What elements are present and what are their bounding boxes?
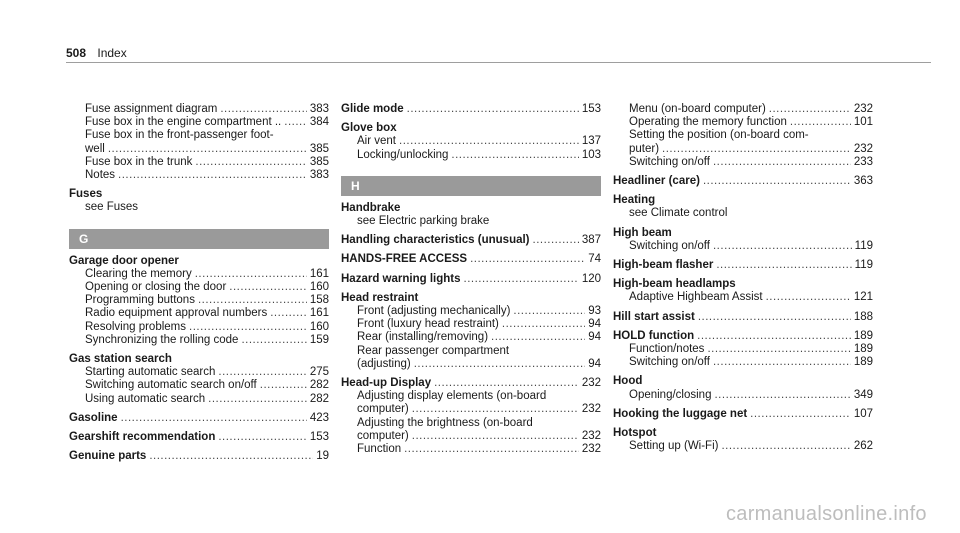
entry-label: well	[85, 142, 105, 155]
index-heading: Garage door opener	[69, 254, 179, 267]
entry-label: Air vent	[357, 135, 396, 148]
page-reference[interactable]: 384	[309, 116, 329, 129]
index-heading: Gas station search	[69, 353, 172, 366]
page-reference[interactable]: 94	[588, 357, 601, 370]
entry-label: Resolving problems	[85, 320, 186, 333]
index-subentry-text: Setting the position (on-board com-	[629, 129, 809, 142]
dot-leader	[118, 169, 307, 182]
index-subentry[interactable]	[69, 143, 329, 156]
dot-leader	[766, 291, 851, 304]
page-reference[interactable]: 232	[581, 443, 601, 456]
dot-leader	[220, 103, 307, 116]
index-entry[interactable]	[341, 234, 601, 247]
dot-leader	[790, 116, 851, 129]
entry-label: Switching on/off	[629, 155, 710, 168]
page-reference[interactable]: 232	[581, 377, 601, 390]
index-column-1	[69, 103, 329, 463]
entry-label: Fuse box in the trunk	[85, 155, 193, 168]
index-subentry-text: Rear passenger compartment	[357, 344, 510, 357]
dot-leader	[407, 103, 579, 116]
entry-label: Rear (installing/removing)	[357, 331, 489, 344]
index-entry[interactable]	[613, 175, 873, 188]
entry-label: Locking/unlocking	[357, 148, 449, 161]
entry-label: Operating the memory function	[629, 116, 787, 129]
page-number: 508	[66, 46, 87, 60]
dot-leader	[218, 366, 306, 379]
dot-leader	[703, 175, 851, 188]
index-subentry-text: Fuse box in the front-passenger foot-	[85, 129, 274, 142]
entry-label: Head-up Display	[341, 377, 432, 390]
index-entry[interactable]	[613, 408, 873, 421]
page-reference[interactable]: 189	[853, 329, 873, 342]
index-subentry[interactable]	[69, 156, 329, 169]
dot-leader	[284, 116, 307, 129]
dot-leader	[707, 343, 850, 356]
entry-label: High-beam flasher	[613, 259, 714, 272]
page-reference[interactable]: 101	[853, 116, 873, 129]
page-reference[interactable]: 119	[854, 259, 873, 272]
page-reference[interactable]: 120	[581, 272, 601, 285]
index-subentry[interactable]	[613, 240, 873, 253]
index-column-3	[613, 103, 873, 453]
index-subentry[interactable]	[69, 366, 329, 379]
page-reference[interactable]: 19	[316, 450, 329, 463]
page-reference[interactable]: 93	[588, 305, 601, 318]
index-entry[interactable]	[613, 311, 873, 324]
index-heading: Head restraint	[341, 291, 419, 304]
index-subentry-text: see Electric parking brake	[357, 215, 490, 228]
index-subentry[interactable]	[69, 281, 329, 294]
dot-leader	[414, 358, 586, 371]
entry-label: Glide mode	[341, 103, 404, 115]
page-reference[interactable]: 161	[309, 307, 329, 320]
index-entry[interactable]	[613, 330, 873, 343]
dot-leader	[208, 393, 307, 406]
page-reference[interactable]: 233	[853, 155, 873, 168]
index-heading: Hotspot	[613, 427, 657, 440]
dot-leader	[229, 281, 307, 294]
entry-label: Notes	[85, 169, 116, 182]
entry-label: puter)	[629, 142, 660, 155]
index-letter-heading: H	[341, 176, 601, 196]
page-reference[interactable]: 423	[309, 411, 329, 424]
page-reference[interactable]: 153	[309, 431, 329, 444]
entry-label: Opening/closing	[629, 388, 712, 401]
index-subentry[interactable]	[341, 443, 601, 456]
dot-leader	[260, 379, 307, 392]
entry-label: Gasoline	[69, 411, 118, 424]
entry-label: Setting up (Wi-Fi)	[629, 440, 719, 453]
index-heading: Fuses	[69, 188, 103, 201]
entry-label: Front (luxury head restraint)	[357, 318, 499, 331]
dot-leader	[714, 389, 850, 402]
entry-label: Front (adjusting mechanically)	[357, 305, 511, 318]
entry-label: Switching on/off	[629, 239, 710, 252]
entry-label: Radio equipment approval numbers	[85, 307, 268, 320]
dot-leader	[399, 135, 579, 148]
index-entry[interactable]	[69, 412, 329, 425]
entry-label: computer)	[357, 429, 409, 442]
page-reference[interactable]: 159	[309, 333, 329, 346]
entry-label: Hill start assist	[613, 310, 695, 323]
page-reference[interactable]: 282	[309, 392, 329, 405]
dot-leader	[533, 234, 579, 247]
index-heading: Handbrake	[341, 201, 401, 214]
index-subentry[interactable]	[69, 169, 329, 182]
dot-leader	[121, 412, 307, 425]
index-subentry[interactable]	[613, 291, 873, 304]
index-subentry[interactable]	[341, 358, 601, 371]
dot-leader	[713, 240, 852, 253]
index-entry[interactable]	[613, 259, 873, 272]
dot-leader	[451, 149, 578, 162]
dot-leader	[502, 318, 585, 331]
page-reference[interactable]: 232	[853, 142, 873, 155]
index-subentry[interactable]	[613, 143, 873, 156]
index-subentry[interactable]	[69, 268, 329, 281]
entry-label: Switching automatic search on/off	[85, 379, 257, 392]
index-heading: Heating	[613, 194, 656, 207]
dot-leader	[464, 273, 579, 286]
page-reference[interactable]: 158	[309, 294, 329, 307]
page-reference[interactable]: 107	[853, 407, 873, 420]
page-header	[66, 46, 127, 60]
index-subentry[interactable]	[69, 334, 329, 347]
page-reference[interactable]: 383	[309, 169, 329, 182]
index-subentry[interactable]	[69, 321, 329, 334]
dot-leader	[189, 321, 307, 334]
index-subentry[interactable]	[613, 116, 873, 129]
page-reference[interactable]: 232	[581, 403, 601, 416]
index-subentry[interactable]	[341, 149, 601, 162]
dot-leader	[491, 331, 585, 344]
index-subentry[interactable]	[341, 430, 601, 443]
entry-label: HOLD function	[613, 329, 695, 342]
page-reference[interactable]: 387	[581, 234, 601, 247]
index-subentry[interactable]	[613, 356, 873, 369]
entry-label: Menu (on-board computer)	[629, 103, 766, 115]
index-subentry[interactable]	[341, 305, 601, 318]
index-heading: High beam	[613, 226, 672, 239]
entry-label: Synchronizing the rolling code	[85, 333, 239, 346]
page-reference[interactable]: 103	[581, 148, 601, 161]
index-subentry[interactable]	[69, 103, 329, 116]
entry-label: Adaptive Highbeam Assist	[629, 291, 763, 304]
page-reference[interactable]: 160	[309, 320, 329, 333]
page-reference[interactable]: 232	[853, 103, 873, 115]
page-reference[interactable]: 385	[309, 142, 329, 155]
index-subentry[interactable]	[69, 294, 329, 307]
entry-label: Fuse assignment diagram	[85, 103, 218, 115]
page-reference[interactable]: 121	[853, 291, 873, 304]
dot-leader	[698, 311, 851, 324]
page-reference[interactable]: 94	[588, 331, 601, 344]
index-subentry[interactable]	[69, 379, 329, 392]
index-subentry[interactable]	[613, 389, 873, 402]
index-entry[interactable]	[69, 431, 329, 444]
dot-leader	[662, 143, 851, 156]
index-entry[interactable]	[341, 103, 601, 116]
entry-label: computer)	[357, 403, 409, 416]
entry-label: Starting automatic search	[85, 366, 216, 379]
page-reference[interactable]: 188	[853, 310, 873, 323]
dot-leader	[195, 156, 306, 169]
dot-leader	[713, 356, 851, 369]
entry-label: HANDS-FREE ACCESS	[341, 253, 468, 266]
index-letter-heading: G	[69, 229, 329, 249]
entry-label: Programming buttons	[85, 294, 195, 307]
entry-label: Function/notes	[629, 343, 705, 356]
index-column-2	[341, 103, 601, 456]
page-reference[interactable]: 137	[581, 135, 601, 148]
index-subentry-text: see Fuses	[85, 201, 139, 214]
index-subentry-text: Adjusting display elements (on-board	[357, 390, 547, 403]
dot-leader	[750, 408, 851, 421]
dot-leader	[198, 294, 307, 307]
index-subentry[interactable]	[341, 403, 601, 416]
page-reference[interactable]: 385	[309, 155, 329, 168]
dot-leader	[270, 307, 307, 320]
page-reference[interactable]: 349	[853, 388, 873, 401]
dot-leader	[412, 430, 579, 443]
dot-leader	[434, 377, 579, 390]
index-subentry-text: see Climate control	[629, 207, 728, 220]
dot-leader	[470, 253, 585, 266]
index-entry[interactable]	[341, 377, 601, 390]
entry-label: Fuse box in the engine compartment ..	[85, 116, 282, 129]
page-reference[interactable]: 262	[853, 440, 873, 453]
entry-label: Genuine parts	[69, 450, 147, 463]
index-entry[interactable]	[341, 273, 601, 286]
page-reference[interactable]: 94	[588, 318, 601, 331]
dot-leader	[241, 334, 306, 347]
page-reference[interactable]: 189	[853, 343, 873, 356]
page-reference[interactable]: 383	[309, 103, 329, 115]
entry-label: Clearing the memory	[85, 267, 192, 280]
dot-leader	[697, 330, 851, 343]
entry-label: Hooking the luggage net	[613, 407, 748, 420]
entry-label: Using automatic search	[85, 392, 206, 405]
index-subentry[interactable]	[613, 156, 873, 169]
page-reference[interactable]: 161	[309, 267, 329, 280]
index-subentry[interactable]	[69, 307, 329, 320]
dot-leader	[713, 156, 851, 169]
dot-leader	[195, 268, 307, 281]
index-subentry[interactable]	[341, 318, 601, 331]
watermark: carmanualsonline.info	[726, 503, 927, 525]
entry-label: (adjusting)	[357, 357, 411, 370]
page-reference[interactable]: 282	[309, 379, 329, 392]
entry-label: Handling characteristics (unusual)	[341, 234, 530, 247]
entry-label: Hazard warning lights	[341, 272, 461, 285]
index-subentry[interactable]	[69, 393, 329, 406]
index-subentry[interactable]	[613, 343, 873, 356]
dot-leader	[404, 443, 579, 456]
dot-leader	[149, 450, 313, 463]
page-reference[interactable]: 160	[309, 281, 329, 294]
dot-leader	[108, 143, 307, 156]
entry-label: Headliner (care)	[613, 175, 700, 188]
index-subentry-text: Adjusting the brightness (on-board	[357, 416, 533, 429]
dot-leader	[412, 403, 579, 416]
index-heading: Hood	[613, 375, 643, 388]
entry-label: Function	[357, 443, 402, 456]
dot-leader	[769, 103, 851, 116]
index-heading: Glove box	[341, 122, 397, 135]
index-heading: High-beam headlamps	[613, 278, 736, 291]
entry-label: Opening or closing the door	[85, 281, 227, 294]
dot-leader	[513, 305, 585, 318]
index-subentry[interactable]	[341, 135, 601, 148]
index-subentry[interactable]	[613, 440, 873, 453]
page-reference[interactable]: 74	[588, 253, 601, 266]
page-reference[interactable]: 189	[853, 356, 873, 369]
page-reference[interactable]: 363	[853, 175, 873, 188]
page-reference[interactable]: 119	[854, 239, 873, 252]
page-reference[interactable]: 275	[309, 366, 329, 379]
index-entry[interactable]	[341, 253, 601, 266]
page-reference[interactable]: 153	[581, 103, 601, 115]
index-entry[interactable]	[69, 450, 329, 463]
page-reference[interactable]: 232	[581, 429, 601, 442]
entry-label: Switching on/off	[629, 356, 710, 369]
section-title: Index	[97, 46, 127, 60]
header-rule	[66, 62, 931, 63]
index-subentry[interactable]	[613, 103, 873, 116]
dot-leader	[716, 259, 851, 272]
dot-leader	[218, 431, 306, 444]
dot-leader	[721, 440, 850, 453]
index-subentry[interactable]	[69, 116, 329, 129]
index-subentry[interactable]	[341, 331, 601, 344]
entry-label: Gearshift recommendation	[69, 431, 216, 444]
